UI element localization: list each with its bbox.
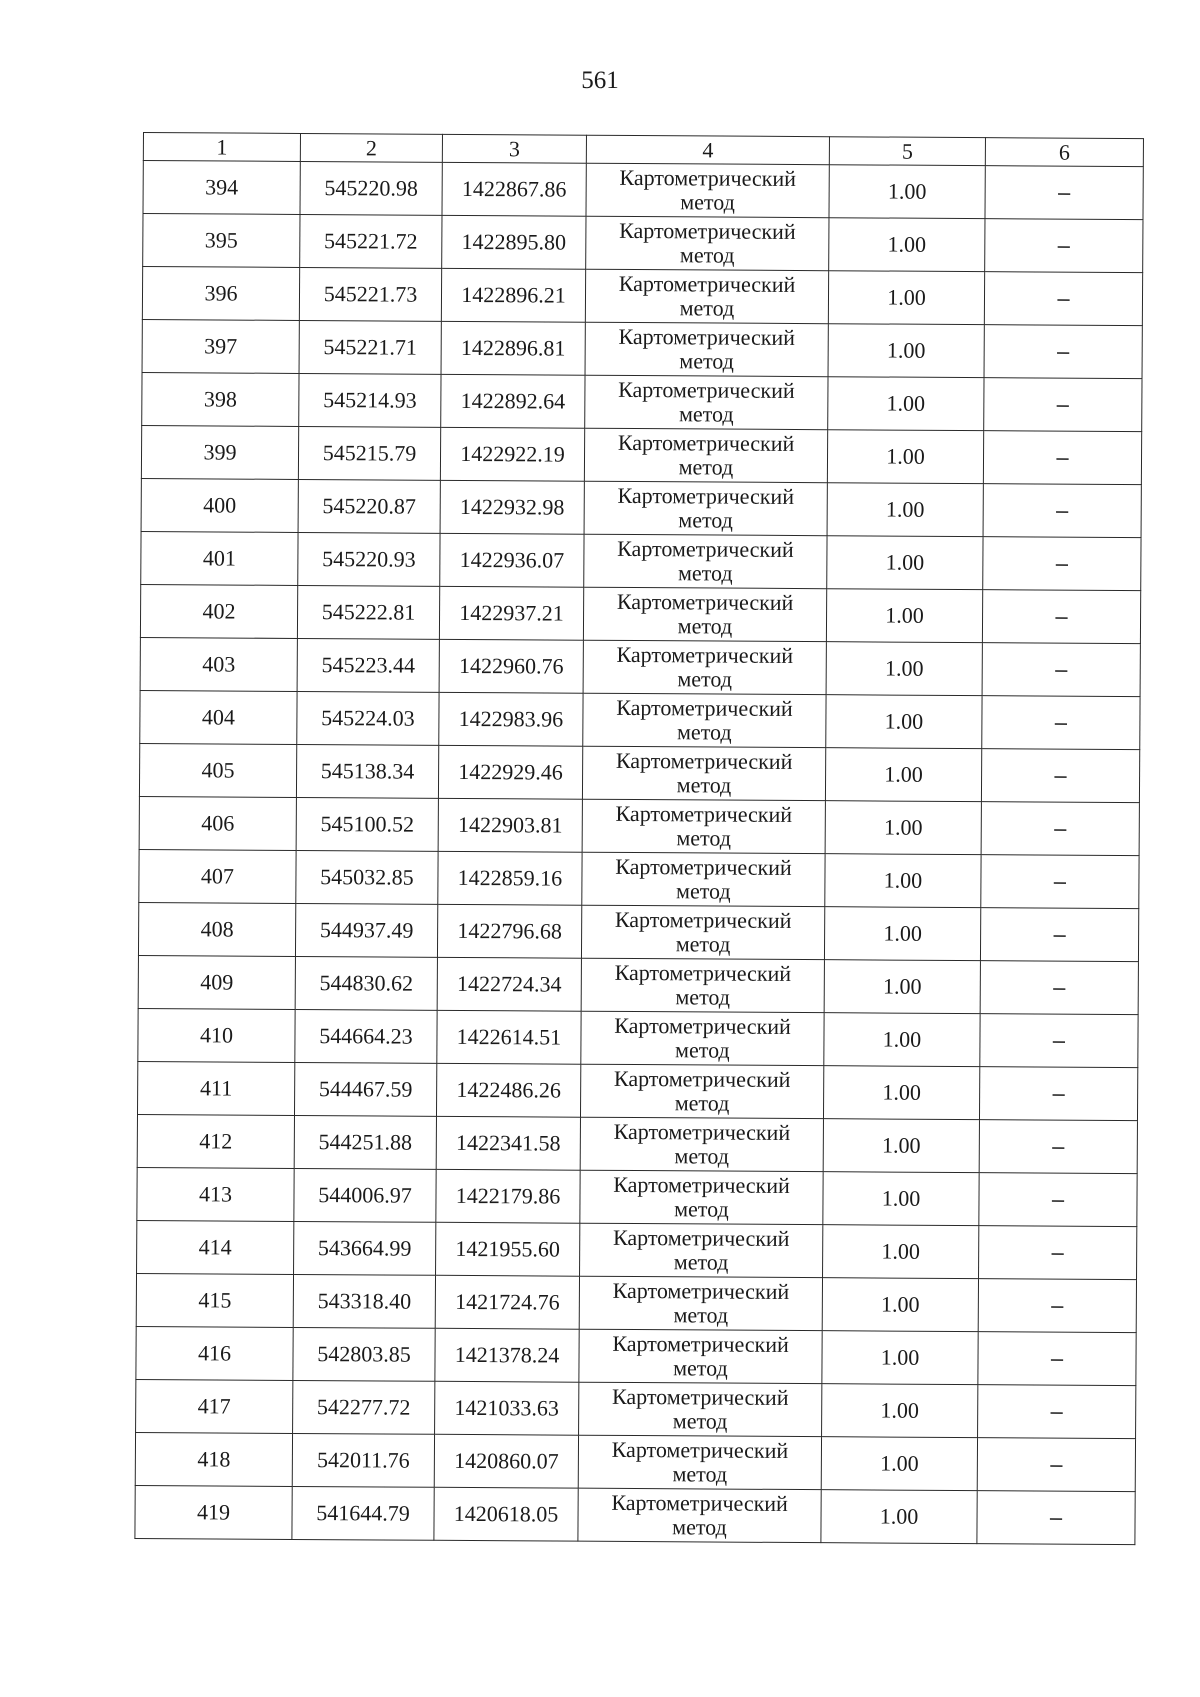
y-coordinate-cell: 1422179.86: [436, 1169, 580, 1223]
method-line-1: Картометрический: [611, 1383, 789, 1410]
method-line-2: метод: [679, 348, 734, 374]
note-cell: –: [983, 431, 1141, 485]
table-row: [135, 1485, 1135, 1544]
method-cell: [581, 958, 824, 1012]
x-coordinate-cell: 545138.34: [296, 744, 438, 798]
method-line-1: Картометрический: [614, 1012, 791, 1039]
method-line-2: метод: [673, 1302, 729, 1328]
method-cell: [580, 1170, 823, 1224]
method-cell: [582, 799, 825, 853]
y-coordinate-cell: 1422960.76: [439, 639, 583, 693]
point-number-cell: 406: [139, 796, 296, 850]
x-coordinate-cell: 543664.99: [294, 1221, 436, 1275]
method-cell: [586, 163, 829, 217]
table-row: [141, 531, 1141, 590]
accuracy-cell: 1.00: [826, 642, 982, 696]
point-number-cell: 398: [142, 372, 299, 426]
point-number-cell: 418: [135, 1432, 292, 1486]
point-number-cell: 401: [141, 531, 298, 585]
x-coordinate-cell: 542011.76: [292, 1433, 434, 1487]
method-line-2: метод: [675, 1037, 730, 1063]
accuracy-cell: 1.00: [822, 1278, 978, 1332]
method-line-1: Картометрический: [615, 853, 792, 880]
x-coordinate-cell: 542803.85: [293, 1327, 435, 1381]
method-cell: [583, 693, 826, 747]
x-coordinate-cell: 545214.93: [299, 373, 441, 427]
method-cell: [579, 1329, 822, 1383]
x-coordinate-cell: 545222.81: [297, 585, 439, 639]
table-row: [137, 1061, 1137, 1120]
method-line-1: Картометрический: [612, 1277, 790, 1304]
method-line-2: метод: [672, 1514, 727, 1540]
point-number-cell: 419: [135, 1485, 292, 1539]
note-cell: –: [977, 1438, 1135, 1492]
method-line-2: метод: [674, 1196, 729, 1222]
point-number-cell: 412: [137, 1114, 294, 1168]
accuracy-cell: 1.00: [826, 589, 982, 643]
method-line-2: метод: [677, 613, 733, 639]
point-number-cell: 395: [143, 214, 300, 268]
method-line-1: Картометрический: [615, 747, 793, 774]
y-coordinate-cell: 1422867.86: [442, 162, 586, 216]
method-cell: [585, 269, 828, 323]
y-coordinate-cell: 1421033.63: [435, 1381, 579, 1435]
x-coordinate-cell: 545223.44: [297, 638, 439, 692]
table-row: [136, 1326, 1136, 1385]
method-line-1: Картометрический: [616, 694, 793, 721]
method-line-1: Картометрический: [612, 1330, 789, 1357]
method-line-2: метод: [677, 560, 733, 586]
table-row: [140, 584, 1140, 643]
coordinates-table-body: [135, 133, 1144, 1545]
point-number-cell: 408: [138, 902, 295, 956]
x-coordinate-cell: 545221.71: [299, 320, 441, 374]
accuracy-cell: 1.00: [829, 165, 985, 219]
point-number-cell: 409: [138, 955, 295, 1009]
y-coordinate-cell: 1421378.24: [435, 1328, 579, 1382]
note-cell: –: [979, 1173, 1137, 1227]
accuracy-cell: 1.00: [829, 218, 985, 272]
column-header-3: 3: [442, 134, 586, 163]
y-coordinate-cell: 1422896.21: [441, 268, 585, 322]
method-line-1: Картометрический: [617, 482, 795, 509]
table-row: [143, 214, 1143, 273]
method-cell: [580, 1064, 823, 1118]
x-coordinate-cell: 543318.40: [293, 1274, 435, 1328]
accuracy-cell: 1.00: [823, 1225, 979, 1279]
y-coordinate-cell: 1422892.64: [441, 374, 585, 428]
method-line-2: метод: [676, 772, 732, 798]
method-cell: [585, 375, 828, 429]
accuracy-cell: 1.00: [825, 801, 981, 855]
accuracy-cell: 1.00: [824, 907, 980, 961]
y-coordinate-cell: 1422724.34: [437, 957, 581, 1011]
column-header-5: 5: [829, 137, 985, 166]
note-cell: –: [982, 643, 1140, 697]
coordinates-table: [134, 132, 1144, 1545]
method-line-2: метод: [678, 401, 734, 427]
table-row: [138, 902, 1138, 961]
point-number-cell: 400: [141, 478, 298, 532]
note-cell: –: [982, 696, 1140, 750]
table-row: [137, 1167, 1137, 1226]
table-row: [140, 690, 1140, 749]
method-cell: [585, 322, 828, 376]
table-row: [141, 478, 1141, 537]
y-coordinate-cell: 1421955.60: [436, 1222, 580, 1276]
note-cell: –: [981, 749, 1139, 803]
x-coordinate-cell: 541644.79: [292, 1486, 434, 1540]
note-cell: –: [984, 378, 1142, 432]
note-cell: –: [981, 802, 1139, 856]
coordinates-table-container: [134, 132, 1143, 1545]
method-line-2: метод: [676, 878, 731, 904]
y-coordinate-cell: 1422859.16: [438, 851, 582, 905]
point-number-cell: 399: [141, 425, 298, 479]
method-line-2: метод: [675, 984, 731, 1010]
note-cell: –: [979, 1226, 1137, 1280]
note-cell: –: [980, 1014, 1138, 1068]
accuracy-cell: 1.00: [824, 960, 980, 1014]
method-line-2: метод: [675, 931, 731, 957]
point-number-cell: 405: [139, 743, 296, 797]
method-line-2: метод: [672, 1408, 728, 1434]
x-coordinate-cell: 545221.72: [300, 214, 442, 268]
y-coordinate-cell: 1422932.98: [440, 480, 584, 534]
x-coordinate-cell: 545220.93: [298, 532, 440, 586]
page-number-text: 561: [581, 67, 619, 94]
point-number-cell: 402: [140, 584, 297, 638]
y-coordinate-cell: 1420860.07: [434, 1434, 578, 1488]
column-header-1: 1: [143, 133, 300, 162]
y-coordinate-cell: 1422796.68: [437, 904, 581, 958]
x-coordinate-cell: 545215.79: [298, 426, 440, 480]
accuracy-cell: 1.00: [825, 748, 981, 802]
accuracy-cell: 1.00: [826, 695, 982, 749]
accuracy-cell: 1.00: [821, 1437, 977, 1491]
x-coordinate-cell: 545032.85: [296, 850, 438, 904]
table-row: [142, 319, 1142, 378]
method-line-1: Картометрический: [616, 641, 794, 668]
table-row: [136, 1273, 1136, 1332]
method-cell: [581, 905, 824, 959]
method-line-1: Картометрический: [613, 1118, 791, 1145]
y-coordinate-cell: 1422896.81: [441, 321, 585, 375]
method-line-1: Картометрический: [618, 323, 796, 350]
y-coordinate-cell: 1421724.76: [435, 1275, 579, 1329]
y-coordinate-cell: 1422929.46: [438, 745, 582, 799]
note-cell: –: [980, 961, 1138, 1015]
method-line-2: метод: [676, 719, 732, 745]
note-cell: –: [978, 1279, 1136, 1333]
method-cell: [584, 428, 827, 482]
table-row: [140, 637, 1140, 696]
accuracy-cell: 1.00: [821, 1490, 977, 1544]
method-line-2: метод: [678, 507, 733, 533]
method-line-1: Картометрический: [614, 906, 792, 933]
y-coordinate-cell: 1422486.26: [436, 1063, 580, 1117]
table-row: [139, 796, 1139, 855]
x-coordinate-cell: 544830.62: [295, 956, 437, 1010]
accuracy-cell: 1.00: [827, 483, 983, 537]
accuracy-cell: 1.00: [825, 854, 981, 908]
table-row: [137, 1114, 1137, 1173]
y-coordinate-cell: 1420618.05: [434, 1487, 578, 1541]
method-line-2: метод: [673, 1355, 728, 1381]
x-coordinate-cell: 545220.87: [298, 479, 440, 533]
method-cell: [578, 1435, 821, 1489]
method-line-1: Картометрический: [613, 1065, 791, 1092]
method-line-2: метод: [678, 454, 734, 480]
method-cell: [584, 534, 827, 588]
table-row: [142, 372, 1142, 431]
point-number-cell: 397: [142, 319, 299, 373]
y-coordinate-cell: 1422937.21: [439, 586, 583, 640]
table-row: [138, 1008, 1138, 1067]
table-row: [141, 425, 1141, 484]
point-number-cell: 411: [137, 1061, 294, 1115]
page-number: [0, 66, 1200, 96]
x-coordinate-cell: 544664.23: [295, 1009, 437, 1063]
point-number-cell: 410: [138, 1008, 295, 1062]
method-line-1: Картометрический: [612, 1224, 790, 1251]
method-cell: [584, 481, 827, 535]
method-line-1: Картометрический: [617, 535, 794, 562]
y-coordinate-cell: 1422895.80: [442, 215, 586, 269]
column-header-4: 4: [586, 135, 829, 164]
method-cell: [581, 1011, 824, 1065]
x-coordinate-cell: 544937.49: [295, 903, 437, 957]
point-number-cell: 415: [136, 1273, 293, 1327]
point-number-cell: 416: [136, 1326, 293, 1380]
point-number-cell: 404: [140, 690, 297, 744]
note-cell: –: [978, 1332, 1136, 1386]
accuracy-cell: 1.00: [823, 1119, 979, 1173]
method-line-1: Картометрический: [616, 588, 794, 615]
point-number-cell: 394: [143, 161, 300, 215]
note-cell: –: [981, 855, 1139, 909]
method-line-1: Картометрический: [613, 1171, 790, 1198]
accuracy-cell: 1.00: [824, 1013, 980, 1067]
y-coordinate-cell: 1422341.58: [436, 1116, 580, 1170]
note-cell: –: [983, 537, 1141, 591]
method-line-1: Картометрический: [619, 164, 797, 191]
note-cell: –: [982, 590, 1140, 644]
table-row: [143, 161, 1143, 220]
method-cell: [582, 852, 825, 906]
x-coordinate-cell: 545224.03: [297, 691, 439, 745]
accuracy-cell: 1.00: [827, 536, 983, 590]
method-line-2: метод: [674, 1143, 730, 1169]
accuracy-cell: 1.00: [822, 1384, 978, 1438]
method-line-1: Картометрический: [615, 800, 793, 827]
note-cell: –: [984, 272, 1142, 326]
x-coordinate-cell: 544467.59: [294, 1062, 436, 1116]
column-header-6: 6: [985, 138, 1143, 167]
table-row: [139, 849, 1139, 908]
y-coordinate-cell: 1422614.51: [437, 1010, 581, 1064]
accuracy-cell: 1.00: [823, 1172, 979, 1226]
note-cell: –: [984, 325, 1142, 379]
point-number-cell: 403: [140, 637, 297, 691]
method-line-1: Картометрический: [618, 376, 795, 403]
method-line-1: Картометрический: [611, 1489, 788, 1516]
point-number-cell: 413: [137, 1167, 294, 1221]
table-row: [139, 743, 1139, 802]
table-row: [138, 955, 1138, 1014]
method-cell: [579, 1276, 822, 1330]
table-row: [142, 267, 1142, 326]
x-coordinate-cell: 544251.88: [294, 1115, 436, 1169]
note-cell: –: [977, 1491, 1135, 1545]
note-cell: –: [985, 166, 1143, 220]
table-row: [135, 1432, 1135, 1491]
point-number-cell: 396: [142, 267, 299, 321]
note-cell: –: [979, 1120, 1137, 1174]
point-number-cell: 407: [139, 849, 296, 903]
method-line-2: метод: [672, 1461, 728, 1487]
method-cell: [578, 1488, 821, 1542]
method-line-2: метод: [676, 825, 732, 851]
column-header-2: 2: [300, 133, 442, 162]
x-coordinate-cell: 545100.52: [296, 797, 438, 851]
method-line-1: Картометрический: [619, 217, 796, 244]
accuracy-cell: 1.00: [823, 1066, 979, 1120]
method-cell: [586, 216, 829, 270]
method-line-2: метод: [673, 1249, 729, 1275]
note-cell: –: [983, 484, 1141, 538]
method-line-2: метод: [679, 242, 735, 268]
y-coordinate-cell: 1422983.96: [439, 692, 583, 746]
method-cell: [580, 1223, 823, 1277]
table-row: [137, 1220, 1137, 1279]
method-cell: [582, 746, 825, 800]
x-coordinate-cell: 545221.73: [299, 267, 441, 321]
method-line-2: метод: [679, 295, 735, 321]
method-cell: [583, 640, 826, 694]
note-cell: –: [985, 219, 1143, 273]
method-line-2: метод: [680, 189, 735, 215]
y-coordinate-cell: 1422936.07: [440, 533, 584, 587]
table-row: [136, 1379, 1136, 1438]
method-cell: [580, 1117, 823, 1171]
y-coordinate-cell: 1422922.19: [440, 427, 584, 481]
method-cell: [583, 587, 826, 641]
method-line-1: Картометрический: [611, 1436, 789, 1463]
x-coordinate-cell: 542277.72: [293, 1380, 435, 1434]
note-cell: –: [978, 1385, 1136, 1439]
point-number-cell: 414: [137, 1220, 294, 1274]
y-coordinate-cell: 1422903.81: [438, 798, 582, 852]
method-line-1: Картометрический: [614, 959, 792, 986]
x-coordinate-cell: 545220.98: [300, 161, 442, 215]
accuracy-cell: 1.00: [827, 430, 983, 484]
point-number-cell: 417: [136, 1379, 293, 1433]
method-line-1: Картометрический: [617, 429, 795, 456]
note-cell: –: [979, 1067, 1137, 1121]
method-line-2: метод: [677, 666, 733, 692]
method-line-2: метод: [674, 1090, 730, 1116]
accuracy-cell: 1.00: [828, 271, 984, 325]
accuracy-cell: 1.00: [828, 377, 984, 431]
x-coordinate-cell: 544006.97: [294, 1168, 436, 1222]
accuracy-cell: 1.00: [822, 1331, 978, 1385]
note-cell: –: [980, 908, 1138, 962]
method-cell: [579, 1382, 822, 1436]
method-line-1: Картометрический: [618, 270, 796, 297]
accuracy-cell: 1.00: [828, 324, 984, 378]
